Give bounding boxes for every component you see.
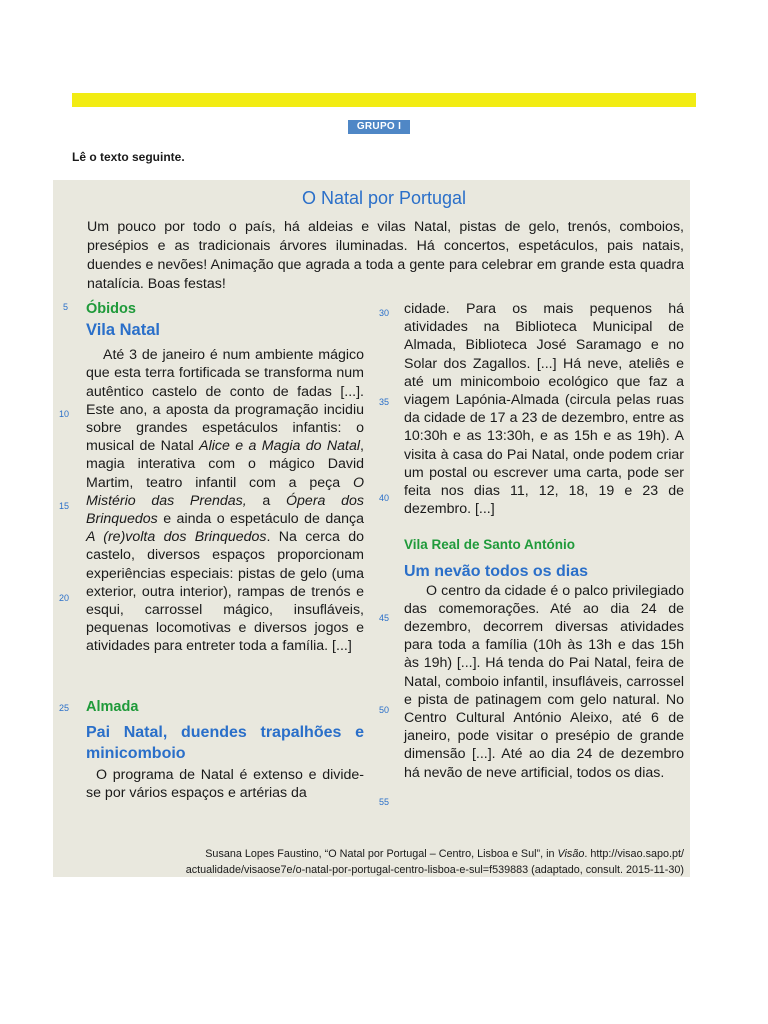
heading-nevao: Um nevão todos os dias	[404, 562, 589, 580]
header-yellow-bar	[72, 93, 696, 107]
line-number: 15	[59, 501, 70, 511]
line-number: 5	[63, 302, 69, 312]
heading-pai-natal: Pai Natal, duendes trapalhões e minicomboio	[86, 724, 364, 763]
line-number: 25	[59, 703, 70, 713]
section-obidos: Óbidos	[86, 301, 136, 317]
line-number: 30	[379, 308, 390, 318]
almada-block	[86, 698, 364, 803]
source-citation: Susana Lopes Faustino, “O Natal por Portugal – Centro, Lisboa e Sul”, in Visão. http://visao.sapo.pt/ actualidade/visaose7e/o-natal-por-portugal-centro-lisboa-e-sul=f539883 (adaptado, consult. 2015-11-30)	[185, 848, 684, 876]
obidos-block	[86, 300, 364, 656]
line-number: 45	[379, 613, 390, 623]
line-number: 55	[379, 797, 390, 807]
line-number: 20	[59, 593, 70, 603]
line-number: 40	[379, 493, 390, 503]
section-vrsa: Vila Real de Santo António	[404, 537, 576, 553]
article-intro: Um pouco por todo o país, há aldeias e vilas Natal, pistas de gelo, trenós, comboios, presépios e as tradicionais árvores iluminadas. Há concertos, espetáculos, pais natais, duendes e nevões! Animação que agrada a toda a gente para celebrar em grande esta quadra natalícia. Boas festas!	[87, 219, 684, 292]
vrsa-paragraph: O centro da cidade é o palco privilegiado das comemorações. Até ao dia 24 de dezembro, decorrem diversas atividades para toda a família (10h às 13h e das 15h às 19h) [...]. Há tenda do Pai Natal, feira de Natal, comboio infantil, insufláveis, carrossel e pista de patinagem com gelo natural. No Centro Cultural António Aleixo, até 6 de janeiro, pode visitar o presépio de grande dimensão [...]. Até ao dia 24 de dezembro há nevão de neve artificial, todos os dias.	[404, 582, 684, 781]
obidos-paragraph: Até 3 de janeiro é num ambiente mágico que esta terra fortificada se transforma num autêntico castelo de conto de fadas [...]. Este ano, a aposta da programação incidiu sobre grandes espetáculos infantis: o musical de Natal Alice e a Magia do Natal, magia interativa com o mágico David Martim, teatro infantil com a peça O Mistério das Prendas, a Ópera dos Brinquedos e ainda o espetáculo de dança A (re)volta dos Brinquedos. Na cerca do castelo, diversos espaços proporcionam experiências especiais: pistas de gelo (uma exterior, outra interior), rampas de trenós e esqui, carrossel mágico, insufláveis, pequenas locomotivas e diversos jogos e atividades para entreter toda a família. [...]	[86, 347, 364, 655]
line-number: 50	[379, 705, 390, 715]
group-label: GRUPO I	[348, 120, 410, 134]
instruction-text: Lê o texto seguinte.	[72, 150, 185, 164]
right-column	[404, 300, 684, 782]
heading-vila-natal: Vila Natal	[86, 321, 160, 340]
article-title: O Natal por Portugal	[301, 188, 467, 208]
line-number: 10	[59, 409, 70, 419]
almada-paragraph-start: O programa de Natal é extenso e divide-se por vários espaços e artérias da	[86, 767, 364, 802]
section-almada: Almada	[86, 699, 139, 715]
line-number: 35	[379, 397, 390, 407]
almada-paragraph-cont: cidade. Para os mais pequenos há atividades na Biblioteca Municipal de Almada, Biblioteca José Saramago e no Solar dos Zagallos. [...] Há neve, ateliês e até um minicomboio ecológico que faz a viagem Lapónia-Almada (circula pelas ruas da cidade de 17 a 23 de dezembro, entre as 10:30h e as 13:30h, e as 15h e as 19h). A visita à casa do Pai Natal, onde podem criar um postal ou escrever uma carta, pode ser feita nos dias 11, 12, 18, 19 e 23 de dezembro. [...]	[404, 301, 684, 518]
